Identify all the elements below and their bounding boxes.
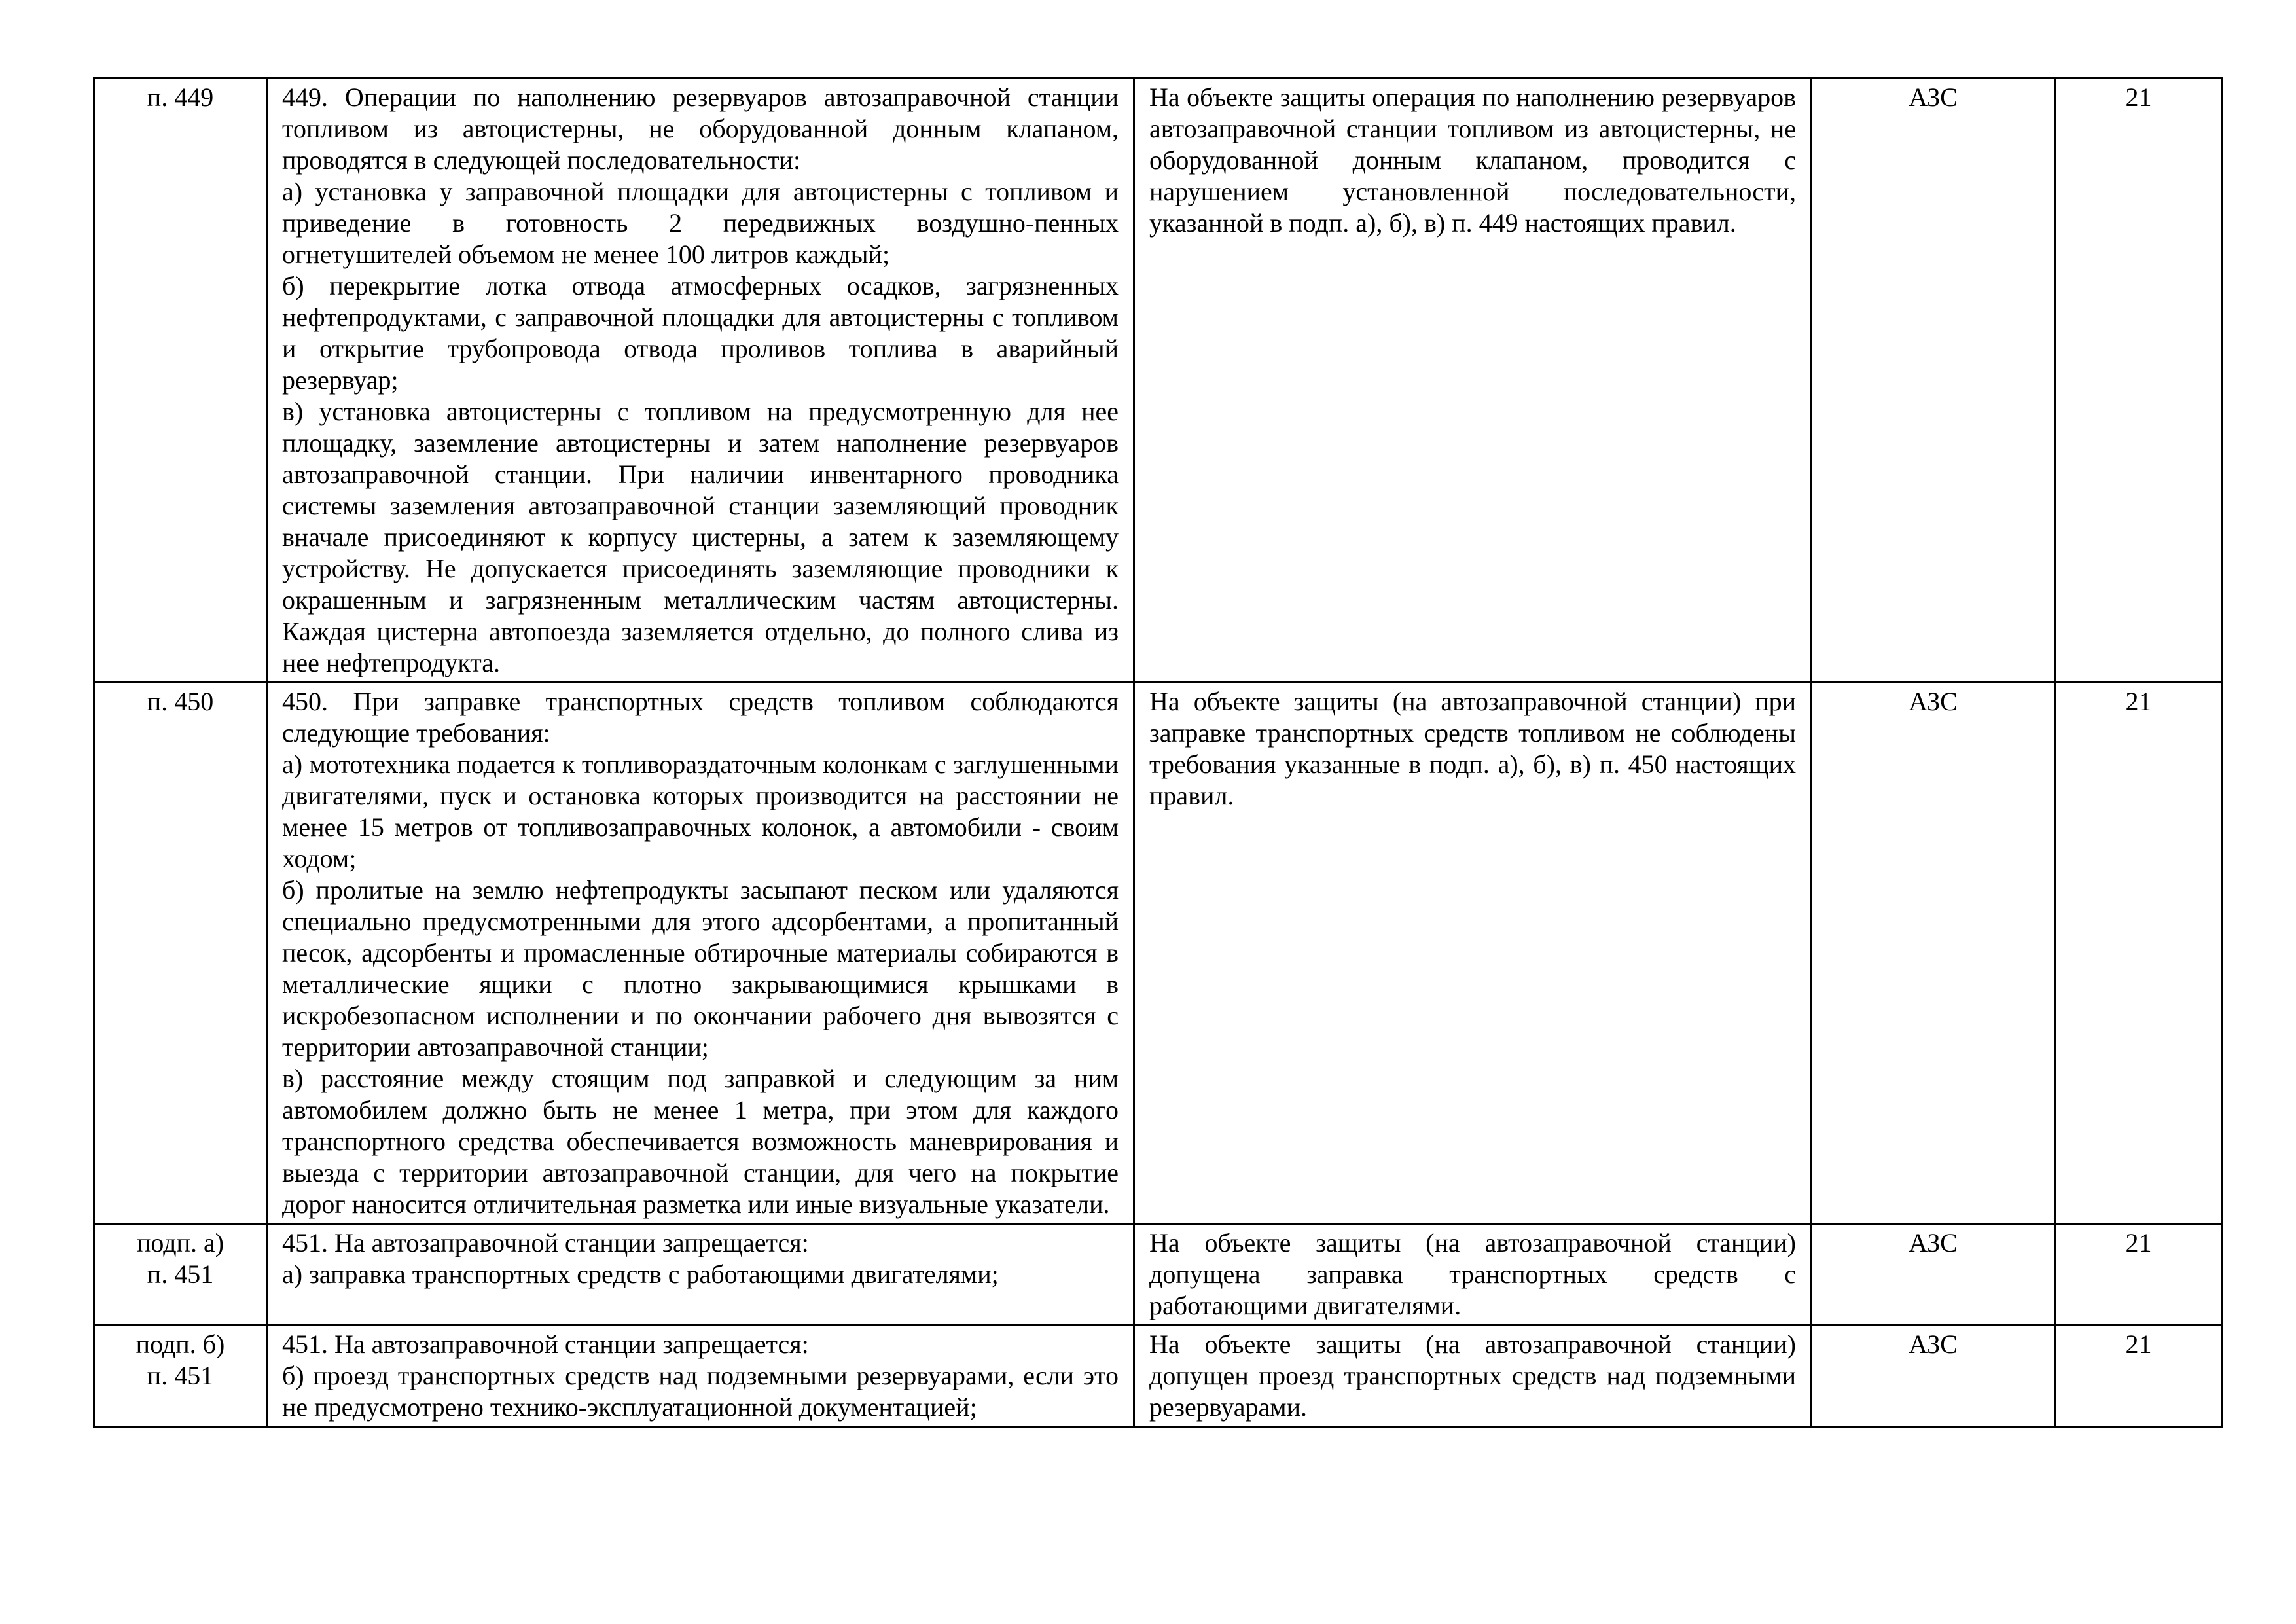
- requirement-paragraph: б) пролитые на землю нефтепродукты засыпают песком или удаляются специально предусмотренными для этого адсорбентами, а пропитанный песок, адсорбенты и промасленные обтирочные материалы собираются в металлические ящики с плотно закрывающимися крышками в искробезопасном исполнении и по окончании рабочего дня вывозятся с территории автозаправочной станции;: [282, 875, 1119, 1062]
- reference-text: п. 451: [147, 1361, 214, 1390]
- requirements-table: [93, 77, 2223, 1428]
- reference-text: п. 451: [147, 1259, 214, 1289]
- row-object-cell: АЗС: [1812, 1326, 2055, 1427]
- row-violation-cell: На объекте защиты операция по наполнению резервуаров автозаправочной станции топливом из автоцистерны, не оборудованной донным клапаном, проводится с нарушением установленной последовательности, указанной в подп. а), б), в) п. 449 настоящих правил.: [1134, 79, 1812, 683]
- row-code-cell: 21: [2055, 1224, 2223, 1326]
- requirement-paragraph: в) расстояние между стоящим под заправкой и следующим за ним автомобилем должно быть не менее 1 метра, при этом для каждого транспортного средства обеспечивается возможность маневрирования и выезда с территории автозаправочной станции, для чего на покрытие дорог наносится отличительная разметка или иные визуальные указатели.: [282, 1064, 1119, 1219]
- requirement-paragraph: б) перекрытие лотка отвода атмосферных осадков, загрязненных нефтепродуктами, с заправочной площадки для автоцистерны с топливом и открытие трубопровода отвода проливов топлива в аварийный резервуар;: [282, 271, 1119, 395]
- row-reference-cell: [94, 683, 267, 1224]
- reference-text: п. 450: [147, 687, 214, 716]
- row-requirement-cell: [267, 79, 1134, 683]
- row-code-cell: 21: [2055, 1326, 2223, 1427]
- requirement-paragraph: 451. На автозаправочной станции запрещается:: [282, 1329, 809, 1359]
- row-reference-cell: [94, 1326, 267, 1427]
- table-row: [94, 1326, 2223, 1427]
- row-requirement-cell: [267, 683, 1134, 1224]
- requirement-paragraph: а) мототехника подается к топливораздаточным колонкам с заглушенными двигателями, пуск и остановка которых производится на расстоянии не менее 15 метров от топливозаправочных колонок, а автомобили - своим ходом;: [282, 749, 1119, 873]
- table-row: [94, 1224, 2223, 1326]
- reference-text: подп. а): [136, 1228, 224, 1257]
- requirement-paragraph: 451. На автозаправочной станции запрещается:: [282, 1228, 809, 1257]
- row-object-cell: АЗС: [1812, 683, 2055, 1224]
- row-code-cell: 21: [2055, 79, 2223, 683]
- table-row: [94, 683, 2223, 1224]
- row-requirement-cell: [267, 1224, 1134, 1326]
- row-object-cell: АЗС: [1812, 79, 2055, 683]
- requirement-paragraph: б) проезд транспортных средств над подземными резервуарами, если это не предусмотрено технико-эксплуатационной документацией;: [282, 1361, 1119, 1422]
- row-reference-cell: [94, 79, 267, 683]
- row-requirement-cell: [267, 1326, 1134, 1427]
- row-violation-cell: На объекте защиты (на автозаправочной станции) допущен проезд транспортных средств над подземными резервуарами.: [1134, 1326, 1812, 1427]
- requirement-paragraph: 450. При заправке транспортных средств топливом соблюдаются следующие требования:: [282, 687, 1119, 748]
- row-violation-cell: На объекте защиты (на автозаправочной станции) при заправке транспортных средств топливом не соблюдены требования указанные в подп. а), б), в) п. 450 настоящих правил.: [1134, 683, 1812, 1224]
- reference-text: подп. б): [135, 1329, 225, 1359]
- row-code-cell: 21: [2055, 683, 2223, 1224]
- requirement-paragraph: 449. Операции по наполнению резервуаров автозаправочной станции топливом из автоцистерны, не оборудованной донным клапаном, проводятся в следующей последовательности:: [282, 82, 1119, 175]
- requirement-paragraph: в) установка автоцистерны с топливом на предусмотренную для нее площадку, заземление автоцистерны и затем наполнение резервуаров автозаправочной станции. При наличии инвентарного проводника системы заземления автозаправочной станции заземляющий проводник вначале присоединяют к корпусу цистерны, а затем к заземляющему устройству. Не допускается присоединять заземляющие проводники к окрашенным и загрязненным металлическим частям автоцистерны. Каждая цистерна автопоезда заземляется отдельно, до полного слива из нее нефтепродукта.: [282, 397, 1119, 677]
- reference-text: п. 449: [147, 82, 214, 112]
- row-violation-cell: На объекте защиты (на автозаправочной станции) допущена заправка транспортных средств с работающими двигателями.: [1134, 1224, 1812, 1326]
- row-reference-cell: [94, 1224, 267, 1326]
- row-object-cell: АЗС: [1812, 1224, 2055, 1326]
- requirement-paragraph: а) заправка транспортных средств с работающими двигателями;: [282, 1259, 999, 1289]
- table-row: [94, 79, 2223, 683]
- requirement-paragraph: а) установка у заправочной площадки для автоцистерны с топливом и приведение в готовность 2 передвижных воздушно-пенных огнетушителей объемом не менее 100 литров каждый;: [282, 177, 1119, 269]
